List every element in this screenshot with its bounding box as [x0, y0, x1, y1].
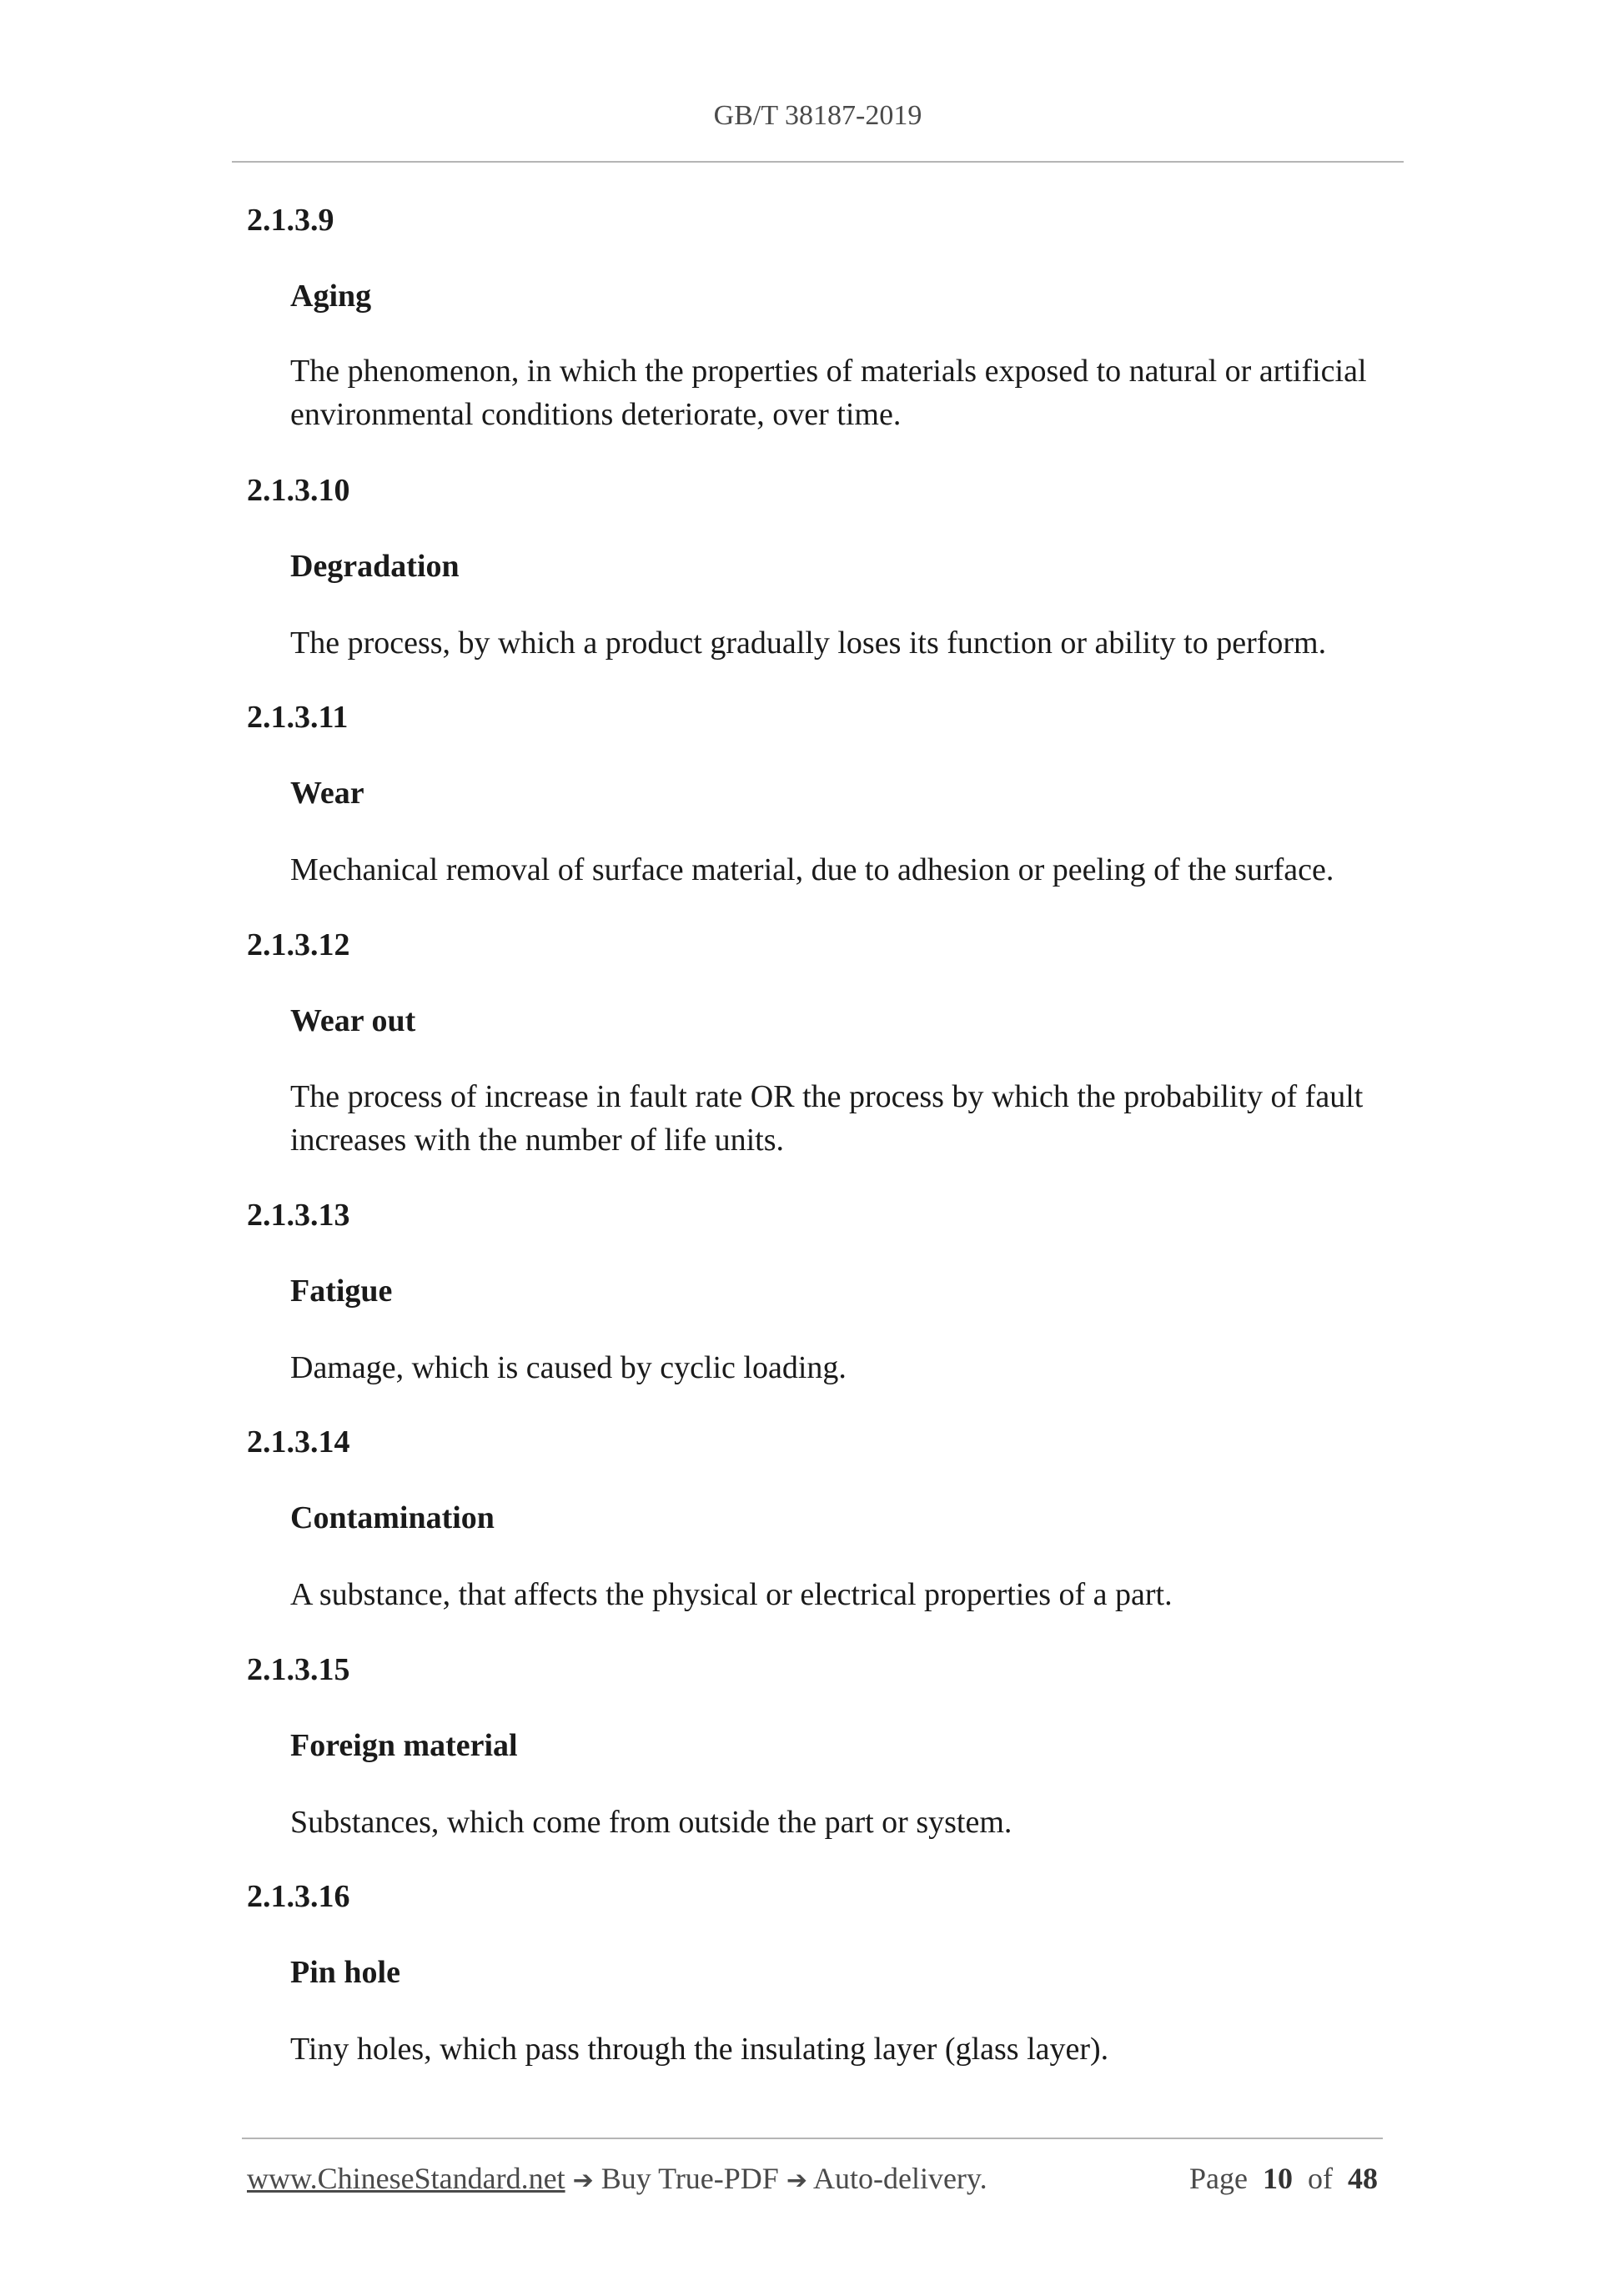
right-arrow-icon: ➔ — [786, 2166, 807, 2195]
term-title: Wear out — [290, 1003, 416, 1038]
term-title: Aging — [290, 279, 372, 314]
term-title: Wear — [290, 776, 364, 811]
page-label: Page — [1189, 2162, 1248, 2195]
clause-number: 2.1.3.14 — [247, 1424, 350, 1459]
clause-number: 2.1.3.16 — [247, 1879, 350, 1914]
clause-number: 2.1.3.10 — [247, 473, 350, 508]
term-title: Contamination — [290, 1500, 495, 1535]
page-current: 10 — [1263, 2162, 1293, 2195]
document-code: GB/T 38187-2019 — [713, 100, 922, 131]
website-link[interactable]: www.ChineseStandard.net — [247, 2162, 565, 2195]
clause-number: 2.1.3.15 — [247, 1652, 350, 1687]
term-definition: Substances, which come from outside the part or system. — [290, 1805, 1012, 1840]
term-definition: The process of increase in fault rate OR the process by which the probability of fault increases with the number of life units. — [290, 1079, 1364, 1158]
term-title: Pin hole — [290, 1955, 400, 1990]
auto-delivery-text: Auto-delivery. — [812, 2162, 987, 2195]
page-total: 48 — [1348, 2162, 1378, 2195]
term-definition: The process, by which a product gradually loses its function or ability to perform. — [290, 625, 1327, 661]
page-indicator — [1189, 2158, 1378, 2198]
buy-pdf-text: Buy True-PDF — [600, 2162, 779, 2195]
clause-number: 2.1.3.12 — [247, 927, 350, 962]
clause-number: 2.1.3.11 — [247, 700, 349, 735]
of-label: of — [1308, 2162, 1333, 2195]
term-definition: The phenomenon, in which the properties of materials exposed to natural or artificial environmental conditions deteriorate, over time. — [290, 354, 1367, 432]
term-definition: Mechanical removal of surface material, due to adhesion or peeling of the surface. — [290, 852, 1334, 887]
term-definition: Damage, which is caused by cyclic loading. — [290, 1350, 847, 1385]
clause-number: 2.1.3.13 — [247, 1198, 350, 1233]
header-divider — [232, 161, 1404, 163]
footer-divider — [242, 2138, 1383, 2139]
right-arrow-icon: ➔ — [572, 2166, 594, 2195]
page-footer — [247, 2158, 1378, 2201]
clause-number: 2.1.3.9 — [247, 203, 334, 238]
term-definition: A substance, that affects the physical or electrical properties of a part. — [290, 1577, 1173, 1612]
term-title: Degradation — [290, 549, 460, 584]
page-header — [232, 100, 1404, 132]
term-title: Foreign material — [290, 1728, 518, 1763]
term-title: Fatigue — [290, 1274, 393, 1309]
term-definition: Tiny holes, which pass through the insulating layer (glass layer). — [290, 2032, 1109, 2067]
